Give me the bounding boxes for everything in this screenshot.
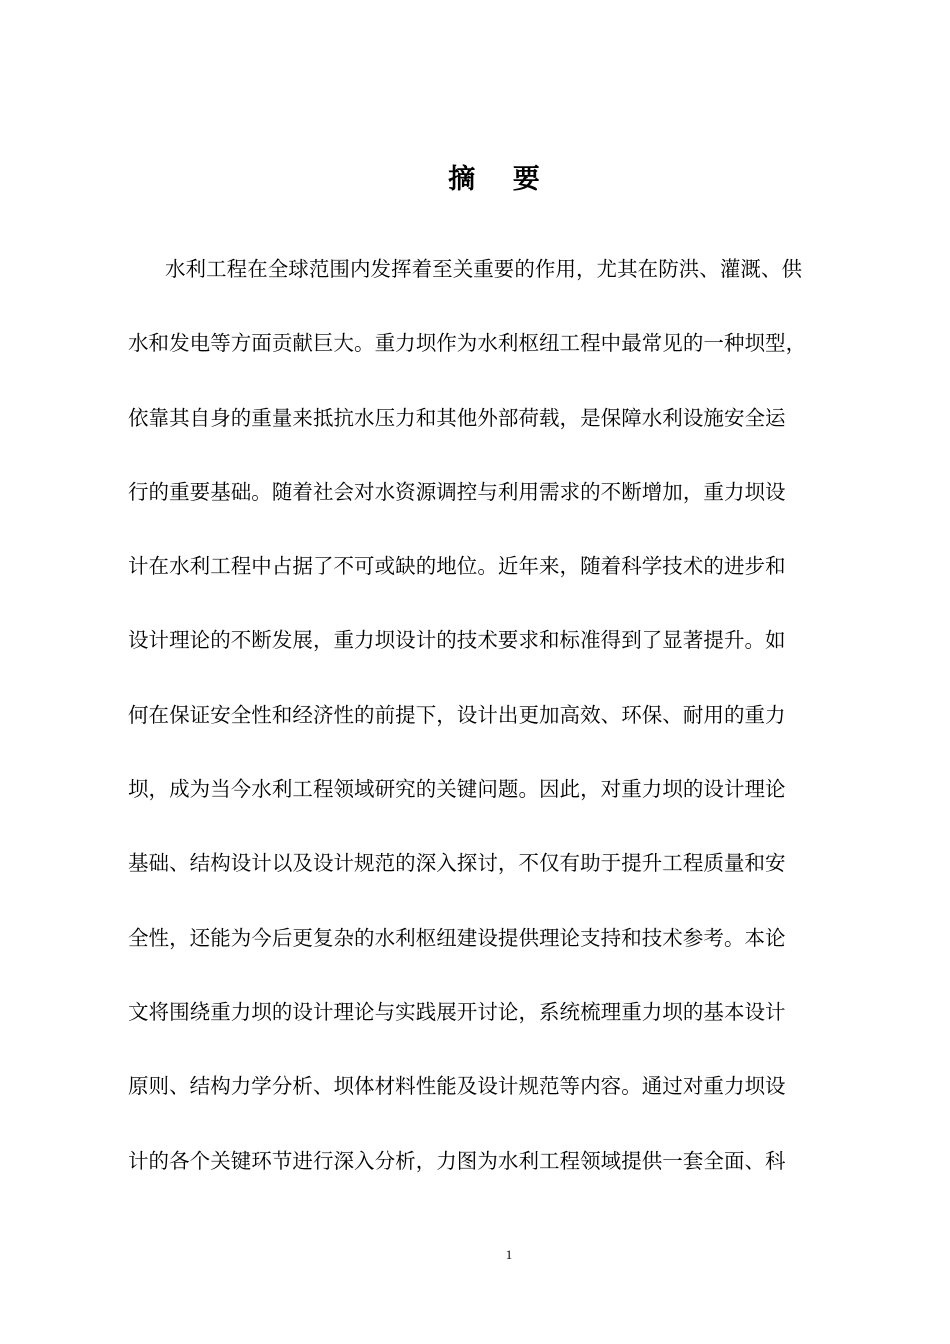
text-line: 文将围绕重力坝的设计理论与实践展开讨论，系统梳理重力坝的基本设计 (128, 999, 786, 1024)
text-line: 计在水利工程中占据了不可或缺的地位。近年来，随着科学技术的进步和 (128, 554, 786, 579)
abstract-title: 摘 要 (448, 164, 540, 195)
text-line: 坝，成为当今水利工程领域研究的关键问题。因此，对重力坝的设计理论 (128, 777, 786, 802)
text-line: 行的重要基础。随着社会对水资源调控与利用需求的不断增加，重力坝设 (128, 479, 786, 504)
abstract-body (128, 247, 868, 1213)
text-line: 何在保证安全性和经济性的前提下，设计出更加高效、环保、耐用的重力 (128, 702, 786, 727)
text-line: 水和发电等方面贡献巨大。重力坝作为水利枢纽工程中最常见的一种坝型， (128, 331, 807, 356)
text-line: 原则、结构力学分析、坝体材料性能及设计规范等内容。通过对重力坝设 (128, 1074, 786, 1099)
text-line: 依靠其自身的重量来抵抗水压力和其他外部荷载，是保障水利设施安全运 (128, 405, 786, 430)
text-line: 全性，还能为今后更复杂的水利枢纽建设提供理论支持和技术参考。本论 (128, 925, 786, 950)
text-line: 计的各个关键环节进行深入分析，力图为水利工程领域提供一套全面、科 (128, 1148, 786, 1173)
page-number: 1 (505, 1247, 513, 1262)
text-line: 设计理论的不断发展，重力坝设计的技术要求和标准得到了显著提升。如 (128, 628, 786, 653)
text-line: 基础、结构设计以及设计规范的深入探讨，不仅有助于提升工程质量和安 (128, 851, 786, 876)
text-line: 水利工程在全球范围内发挥着至关重要的作用，尤其在防洪、灌溉、供 (165, 257, 803, 281)
